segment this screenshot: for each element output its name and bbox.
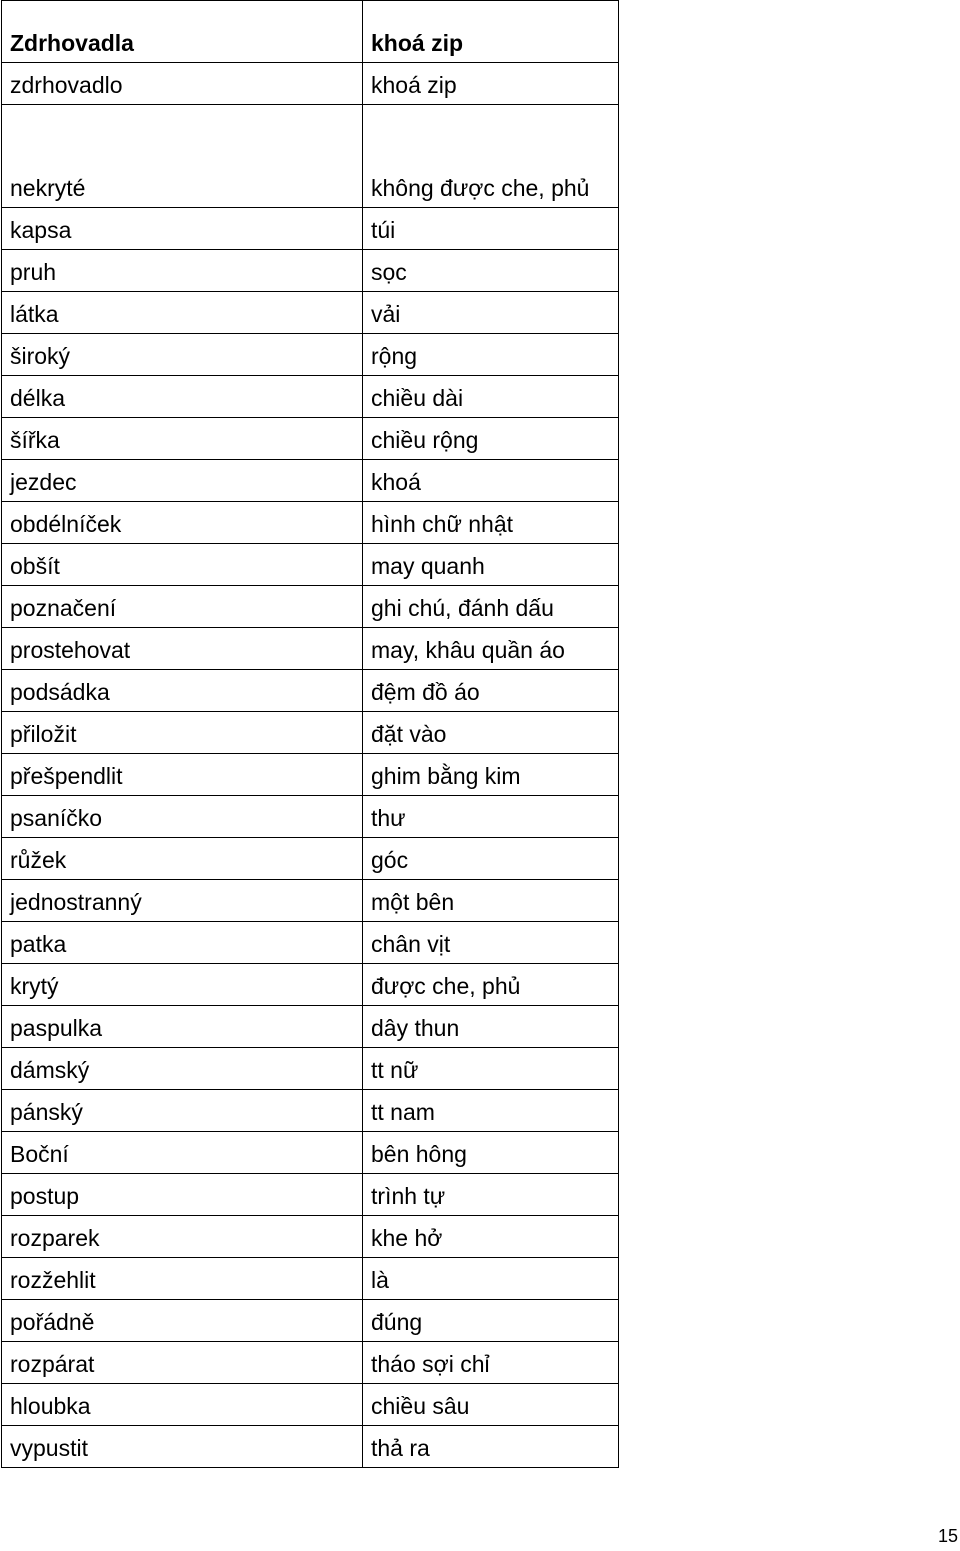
table-row [2, 1090, 619, 1132]
table-row [2, 1258, 619, 1300]
term-vietnamese: đặt vào [363, 712, 619, 754]
table-row [2, 1132, 619, 1174]
term-vietnamese: vải [363, 292, 619, 334]
table-row [2, 964, 619, 1006]
term-vietnamese: ghi chú, đánh dấu [363, 586, 619, 628]
term-czech: prostehovat [2, 628, 363, 670]
term-czech: poznačení [2, 586, 363, 628]
term-vietnamese: đúng [363, 1300, 619, 1342]
table-row [2, 586, 619, 628]
header-czech: Zdrhovadla [2, 1, 363, 63]
table-row [2, 544, 619, 586]
term-vietnamese: góc [363, 838, 619, 880]
term-czech: pánský [2, 1090, 363, 1132]
term-vietnamese: may, khâu quần áo [363, 628, 619, 670]
term-vietnamese: túi [363, 208, 619, 250]
header-vietnamese: khoá zip [363, 1, 619, 63]
term-czech: Boční [2, 1132, 363, 1174]
page-number: 15 [937, 1526, 958, 1546]
table-row [2, 502, 619, 544]
term-czech: růžek [2, 838, 363, 880]
term-vietnamese: đệm đồ áo [363, 670, 619, 712]
term-czech: obdélníček [2, 502, 363, 544]
term-vietnamese: khoá [363, 460, 619, 502]
table-row [2, 105, 619, 208]
table-row [2, 922, 619, 964]
table-row [2, 628, 619, 670]
table-row [2, 670, 619, 712]
table-row [2, 1048, 619, 1090]
term-czech: délka [2, 376, 363, 418]
term-vietnamese: dây thun [363, 1006, 619, 1048]
term-vietnamese: khe hở [363, 1216, 619, 1258]
term-vietnamese: tháo sợi chỉ [363, 1342, 619, 1384]
term-vietnamese: trình tự [363, 1174, 619, 1216]
term-vietnamese: một bên [363, 880, 619, 922]
term-czech: postup [2, 1174, 363, 1216]
table-header-row [2, 1, 619, 63]
term-czech: pořádně [2, 1300, 363, 1342]
term-vietnamese: rộng [363, 334, 619, 376]
table-row [2, 1006, 619, 1048]
term-czech: podsádka [2, 670, 363, 712]
term-czech: rozžehlit [2, 1258, 363, 1300]
table-row [2, 1342, 619, 1384]
table-row [2, 208, 619, 250]
table-row [2, 1426, 619, 1468]
term-czech: dámský [2, 1048, 363, 1090]
term-czech: přiložit [2, 712, 363, 754]
term-vietnamese: khoá zip [363, 63, 619, 105]
table-row [2, 250, 619, 292]
term-vietnamese: là [363, 1258, 619, 1300]
term-czech: krytý [2, 964, 363, 1006]
term-czech: rozparek [2, 1216, 363, 1258]
term-czech: vypustit [2, 1426, 363, 1468]
term-vietnamese: bên hông [363, 1132, 619, 1174]
table-row [2, 712, 619, 754]
term-czech: psaníčko [2, 796, 363, 838]
term-czech: obšít [2, 544, 363, 586]
term-czech: rozpárat [2, 1342, 363, 1384]
term-vietnamese: không được che, phủ [363, 105, 619, 208]
term-czech: přešpendlit [2, 754, 363, 796]
term-czech: hloubka [2, 1384, 363, 1426]
table-row [2, 796, 619, 838]
table-row [2, 63, 619, 105]
term-vietnamese: hình chữ nhật [363, 502, 619, 544]
vocabulary-table [1, 0, 619, 1468]
term-czech: šířka [2, 418, 363, 460]
term-czech: látka [2, 292, 363, 334]
term-vietnamese: sọc [363, 250, 619, 292]
term-czech: zdrhovadlo [2, 63, 363, 105]
term-czech: patka [2, 922, 363, 964]
term-czech: nekryté [2, 105, 363, 208]
term-vietnamese: may quanh [363, 544, 619, 586]
term-czech: kapsa [2, 208, 363, 250]
table-row [2, 754, 619, 796]
table-row [2, 418, 619, 460]
table-row [2, 292, 619, 334]
table-row [2, 1300, 619, 1342]
table-row [2, 1384, 619, 1426]
term-vietnamese: ghim bằng kim [363, 754, 619, 796]
table-row [2, 880, 619, 922]
term-vietnamese: chiều sâu [363, 1384, 619, 1426]
term-vietnamese: chiều rộng [363, 418, 619, 460]
term-czech: jezdec [2, 460, 363, 502]
term-vietnamese: tt nam [363, 1090, 619, 1132]
vocabulary-body [2, 63, 619, 1468]
table-row [2, 334, 619, 376]
term-czech: široký [2, 334, 363, 376]
table-row [2, 376, 619, 418]
table-row [2, 838, 619, 880]
table-row [2, 460, 619, 502]
term-vietnamese: thả ra [363, 1426, 619, 1468]
term-vietnamese: tt nữ [363, 1048, 619, 1090]
term-czech: pruh [2, 250, 363, 292]
table-row [2, 1174, 619, 1216]
term-vietnamese: được che, phủ [363, 964, 619, 1006]
term-czech: jednostranný [2, 880, 363, 922]
term-vietnamese: thư [363, 796, 619, 838]
term-vietnamese: chân vịt [363, 922, 619, 964]
table-row [2, 1216, 619, 1258]
term-vietnamese: chiều dài [363, 376, 619, 418]
term-czech: paspulka [2, 1006, 363, 1048]
